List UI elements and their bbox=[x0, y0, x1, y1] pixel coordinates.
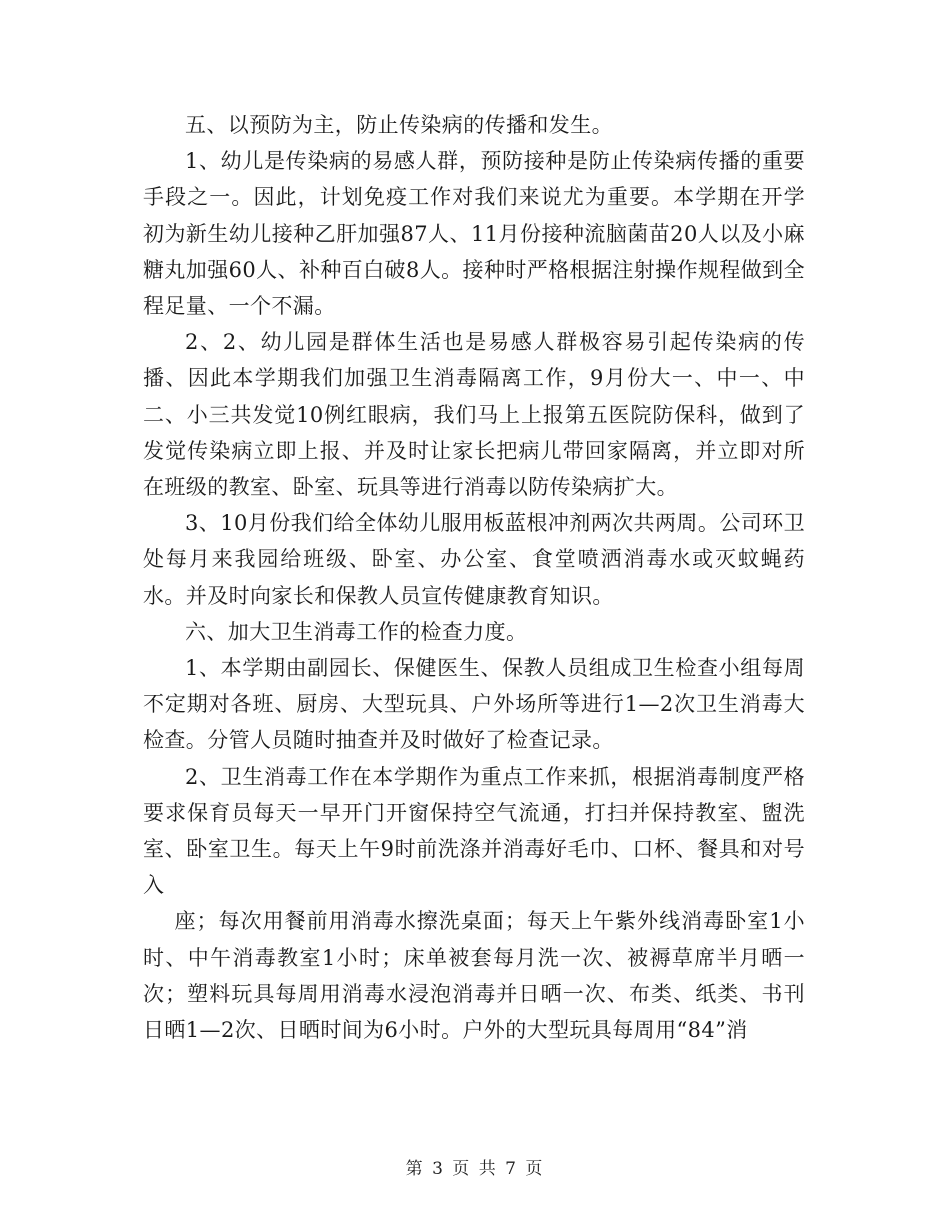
paragraph-immunization: 1、幼儿是传染病的易感人群，预防接种是防止传染病传播的重要手段之一。因此，计划免疫工作对我们来说尤为重要。本学期在开学初为新生幼儿接种乙肝加强87人、11月份接种流脑菌苗20人以及小麻糖丸加强60人、补种百白破8人。接种时严格根据注射操作规程做到全程足量、一个不漏。 bbox=[143, 149, 805, 319]
section-heading-prevention: 五、以预防为主，防止传染病的传播和发生。 bbox=[185, 113, 613, 137]
document-body bbox=[143, 107, 805, 1048]
paragraph-herbal-medicine: 3、10月份我们给全体幼儿服用板蓝根冲剂两次共两周。公司环卫处每月来我园给班级、卧室、办公室、食堂喷洒消毒水或灭蚊蝇药水。并及时向家长和保教人员宣传健康教育知识。 bbox=[143, 511, 805, 608]
paragraph-isolation: 2、2、幼儿园是群体生活也是易感人群极容易引起传染病的传播、因此本学期我们加强卫生消毒隔离工作，9月份大一、中一、中二、小三共发觉10例红眼病，我们马上上报第五医院防保科，做到了发觉传染病立即上报、并及时让家长把病儿带回家隔离，并立即对所在班级的教室、卧室、玩具等进行消毒以防传染病扩大。 bbox=[143, 330, 805, 500]
paragraph-disinfection-routine: 2、卫生消毒工作在本学期作为重点工作来抓，根据消毒制度严格要求保育员每天一早开门开窗保持空气流通，打扫并保持教室、盥洗室、卧室卫生。每天上午9时前洗涤并消毒好毛巾、口杯、餐具和对号入 bbox=[143, 764, 805, 898]
paragraph-disinfection-continued: 座；每次用餐前用消毒水擦洗桌面；每天上午紫外线消毒卧室1小时、中午消毒教室1小时；床单被套每月洗一次、被褥草席半月晒一次；塑料玩具每周用消毒水浸泡消毒并日晒一次、布类、纸类、书刊日晒1—2次、日晒时间为6小时。户外的大型玩具每周用“84”消 bbox=[143, 909, 805, 1043]
section-heading-inspection: 六、加大卫生消毒工作的检查力度。 bbox=[185, 619, 528, 644]
paragraph-inspection-team: 1、本学期由副园长、保健医生、保教人员组成卫生检查小组每周不定期对各班、厨房、大型玩具、户外场所等进行1—2次卫生消毒大检查。分管人员随时抽查并及时做好了检查记录。 bbox=[143, 656, 805, 753]
page-number-footer: 第 3 页 共 7 页 bbox=[405, 1159, 545, 1179]
